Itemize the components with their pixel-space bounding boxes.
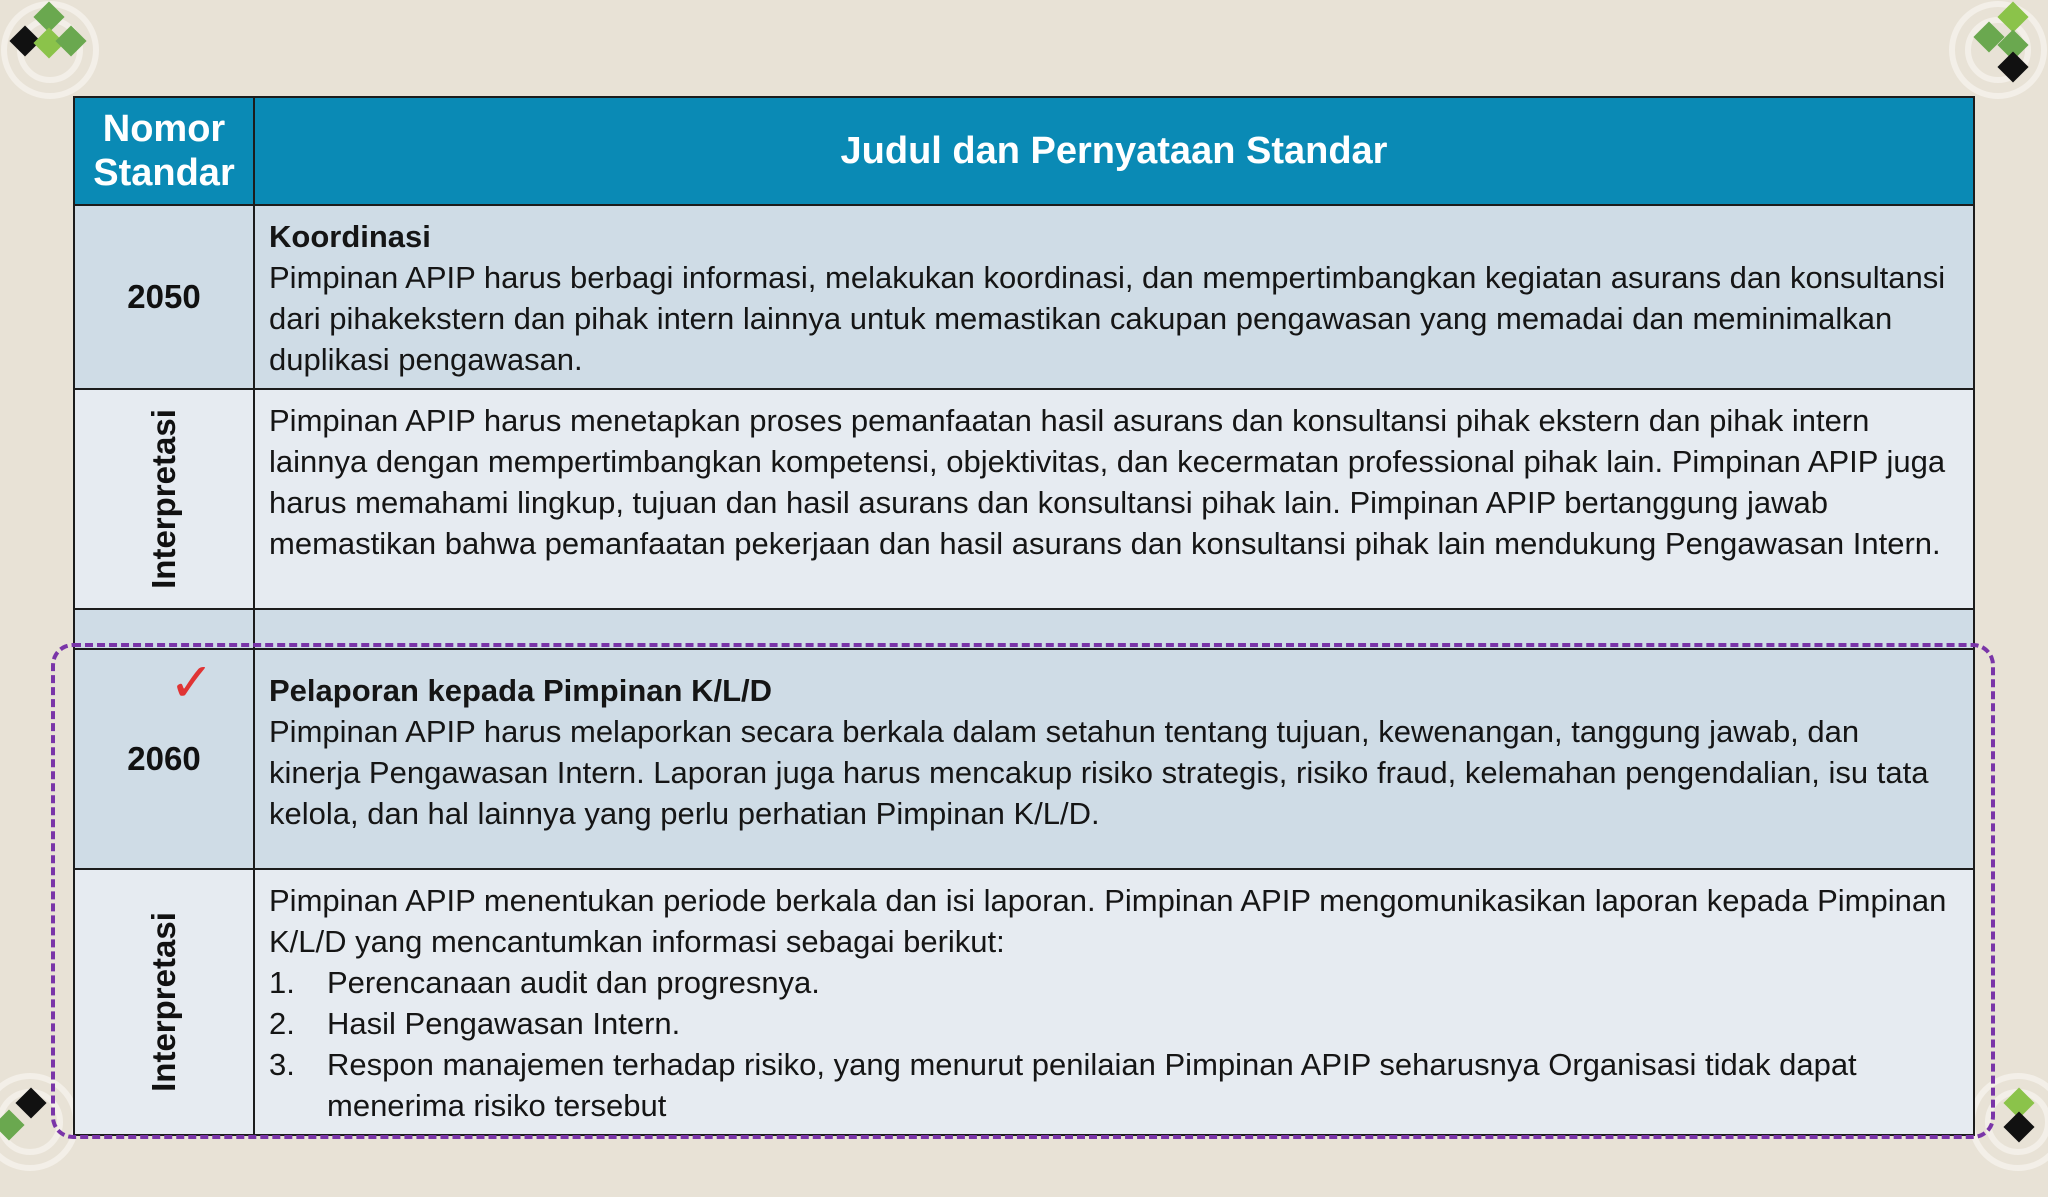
standard-statement: Pimpinan APIP harus melaporkan secara berkala dalam setahun tentang tujuan, kewenangan, tanggung jawab, dan kinerja Pengawasan Intern. Laporan juga harus mencakup risiko strategis, risiko fraud, kelemahan pengendalian, isu tata kelola, dan hal lainnya yang perlu perhatian Pimpinan K/L/D.	[269, 714, 1929, 831]
interpretation-list	[269, 962, 1959, 1126]
standard-number: 2060	[127, 740, 201, 777]
standard-title: Pelaporan kepada Pimpinan K/L/D	[269, 673, 773, 708]
interpretation-label-cell	[74, 389, 254, 609]
standard-row	[74, 205, 1974, 389]
list-item-number: 1.	[269, 965, 295, 1000]
standard-number: 2050	[74, 205, 254, 389]
interpretation-text: Pimpinan APIP harus menetapkan proses pemanfaatan hasil asurans dan konsultansi pihak ekstern dan pihak intern lainnya dengan mempertimbangkan kompetensi, objektivitas, dan kecermatan professional pihak lain. Pimpinan APIP juga harus memahami lingkup, tujuan dan hasil asurans dan konsultansi pihak lain. Pimpinan APIP bertanggung jawab memastikan bahwa pemanfaatan pekerjaan dan hasil asurans dan konsultansi pihak lain mendukung Pengawasan Intern.	[254, 389, 1974, 609]
header-title: Judul dan Pernyataan Standar	[254, 97, 1974, 205]
standard-title: Koordinasi	[269, 219, 431, 254]
standard-content	[254, 649, 1974, 869]
interpretation-row	[74, 389, 1974, 609]
spacer-cell	[254, 609, 1974, 649]
spacer-row	[74, 609, 1974, 649]
spacer-cell	[74, 609, 254, 649]
standard-number-cell	[74, 649, 254, 869]
header-number: Nomor Standar	[74, 97, 254, 205]
list-item-number: 3.	[269, 1047, 295, 1082]
standard-row	[74, 649, 1974, 869]
list-item	[269, 1044, 1959, 1126]
interpretation-label: Interpretasi	[145, 409, 182, 589]
standards-table	[73, 96, 1975, 1136]
standard-content	[254, 205, 1974, 389]
table-header-row	[74, 97, 1974, 205]
list-item-text: Respon manajemen terhadap risiko, yang menurut penilaian Pimpinan APIP seharusnya Organisasi tidak dapat menerima risiko tersebut	[327, 1047, 1857, 1123]
interpretation-intro: Pimpinan APIP menentukan periode berkala dan isi laporan. Pimpinan APIP mengomunikasikan laporan kepada Pimpinan K/L/D yang mencantumkan informasi sebagai berikut:	[269, 883, 1947, 959]
interpretation-label-cell	[74, 869, 254, 1135]
list-item	[269, 962, 1959, 1003]
check-mark-icon: ✓	[169, 653, 215, 713]
interpretation-content	[254, 869, 1974, 1135]
list-item-text: Hasil Pengawasan Intern.	[327, 1006, 681, 1041]
list-item	[269, 1003, 1959, 1044]
standard-statement: Pimpinan APIP harus berbagi informasi, melakukan koordinasi, dan mempertimbangkan kegiatan asurans dan konsultansi dari pihakekstern dan pihak intern lainnya untuk memastikan cakupan pengawasan yang memadai dan meminimalkan duplikasi pengawasan.	[269, 260, 1946, 377]
interpretation-label: Interpretasi	[145, 912, 182, 1092]
list-item-text: Perencanaan audit dan progresnya.	[327, 965, 820, 1000]
interpretation-row	[74, 869, 1974, 1135]
list-item-number: 2.	[269, 1006, 295, 1041]
